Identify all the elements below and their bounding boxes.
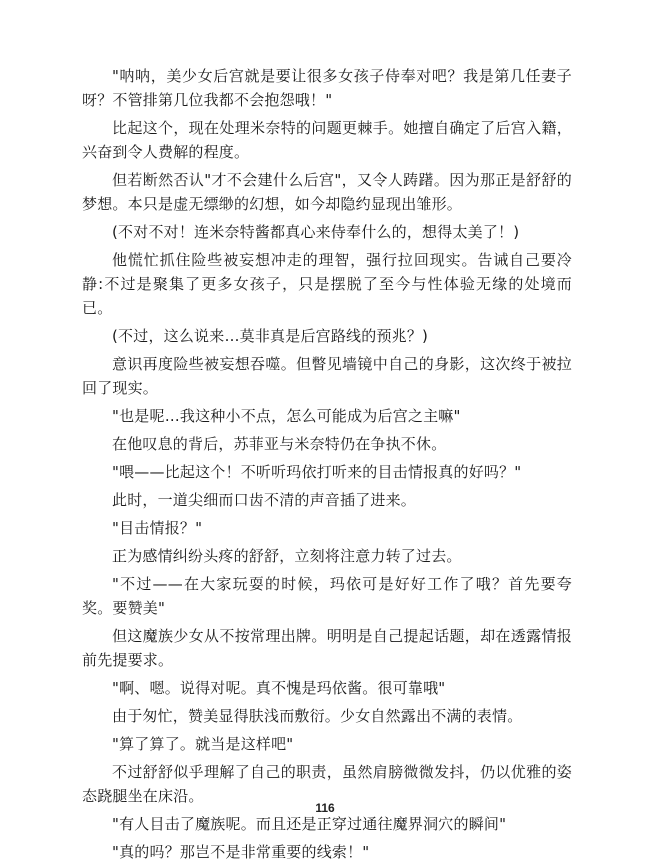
paragraph-21: "真的吗？那岂不是非常重要的线索！" — [112, 843, 370, 861]
paragraph-9: 在他叹息的背后，苏菲亚与米奈特仍在争执不休。 — [112, 435, 447, 453]
paragraph-3: 但若断然否认"才不会建什么后宫"，又令人踌躇。因为那正是舒舒的梦想。本只是虚无缥缈的幻想，如今却隐约显现出雏形。 — [82, 171, 572, 213]
paragraph-18: "算了算了。就当是这样吧" — [112, 735, 294, 753]
paragraph-4: (不对不对！连米奈特酱都真心来侍奉什么的，想得太美了！) — [112, 223, 520, 241]
paragraph-14: "不过——在大家玩耍的时候，玛依可是好好工作了哦？首先要夸奖。要赞美" — [82, 575, 572, 617]
paragraph-12: "目击情报？" — [112, 519, 203, 537]
paragraph-13: 正为感情纠纷头疼的舒舒，立刻将注意力转了过去。 — [112, 547, 462, 565]
paragraph-11: 此时，一道尖细而口齿不清的声音插了进来。 — [112, 491, 417, 509]
paragraph-17: 由于匆忙，赞美显得肤浅而敷衍。少女自然露出不满的表情。 — [112, 707, 523, 725]
paragraph-7: 意识再度险些被妄想吞噬。但瞥见墙镜中自己的身影，这次终于被拉回了现实。 — [82, 355, 572, 397]
paragraph-1: "呐呐，美少女后宫就是要让很多女孩子侍奉对吧？我是第几任妻子呀？不管排第几位我都不会抱怨哦！" — [82, 67, 572, 109]
paragraph-8: "也是呢…我这种小不点，怎么可能成为后宫之主嘛" — [112, 407, 461, 425]
page-number: 116 — [315, 801, 335, 815]
paragraph-19: 不过舒舒似乎理解了自己的职责，虽然肩膀微微发抖，仍以优雅的姿态跷腿坐在床沿。 — [82, 763, 572, 805]
page-body — [82, 64, 572, 868]
paragraph-2: 比起这个，现在处理米奈特的问题更棘手。她擅自确定了后宫入籍，兴奋到令人费解的程度。 — [82, 119, 572, 161]
paragraph-20: "有人目击了魔族呢。而且还是正穿过通往魔界洞穴的瞬间" — [112, 815, 507, 833]
paragraph-16: "啊、嗯。说得对呢。真不愧是玛依酱。很可靠哦" — [112, 679, 446, 697]
paragraph-10: "喂——比起这个！不听听玛依打听来的目击情报真的好吗？" — [112, 463, 522, 481]
paragraph-5: 他慌忙抓住险些被妄想冲走的理智，强行拉回现实。告诫自己要冷静:不过是聚集了更多女孩子，只是摆脱了至今与性体验无缘的处境而已。 — [82, 251, 572, 317]
paragraph-15: 但这魔族少女从不按常理出牌。明明是自己提起话题，却在透露情报前先提要求。 — [82, 627, 572, 669]
paragraph-6: (不过，这么说来…莫非真是后宫路线的预兆？) — [112, 327, 429, 345]
